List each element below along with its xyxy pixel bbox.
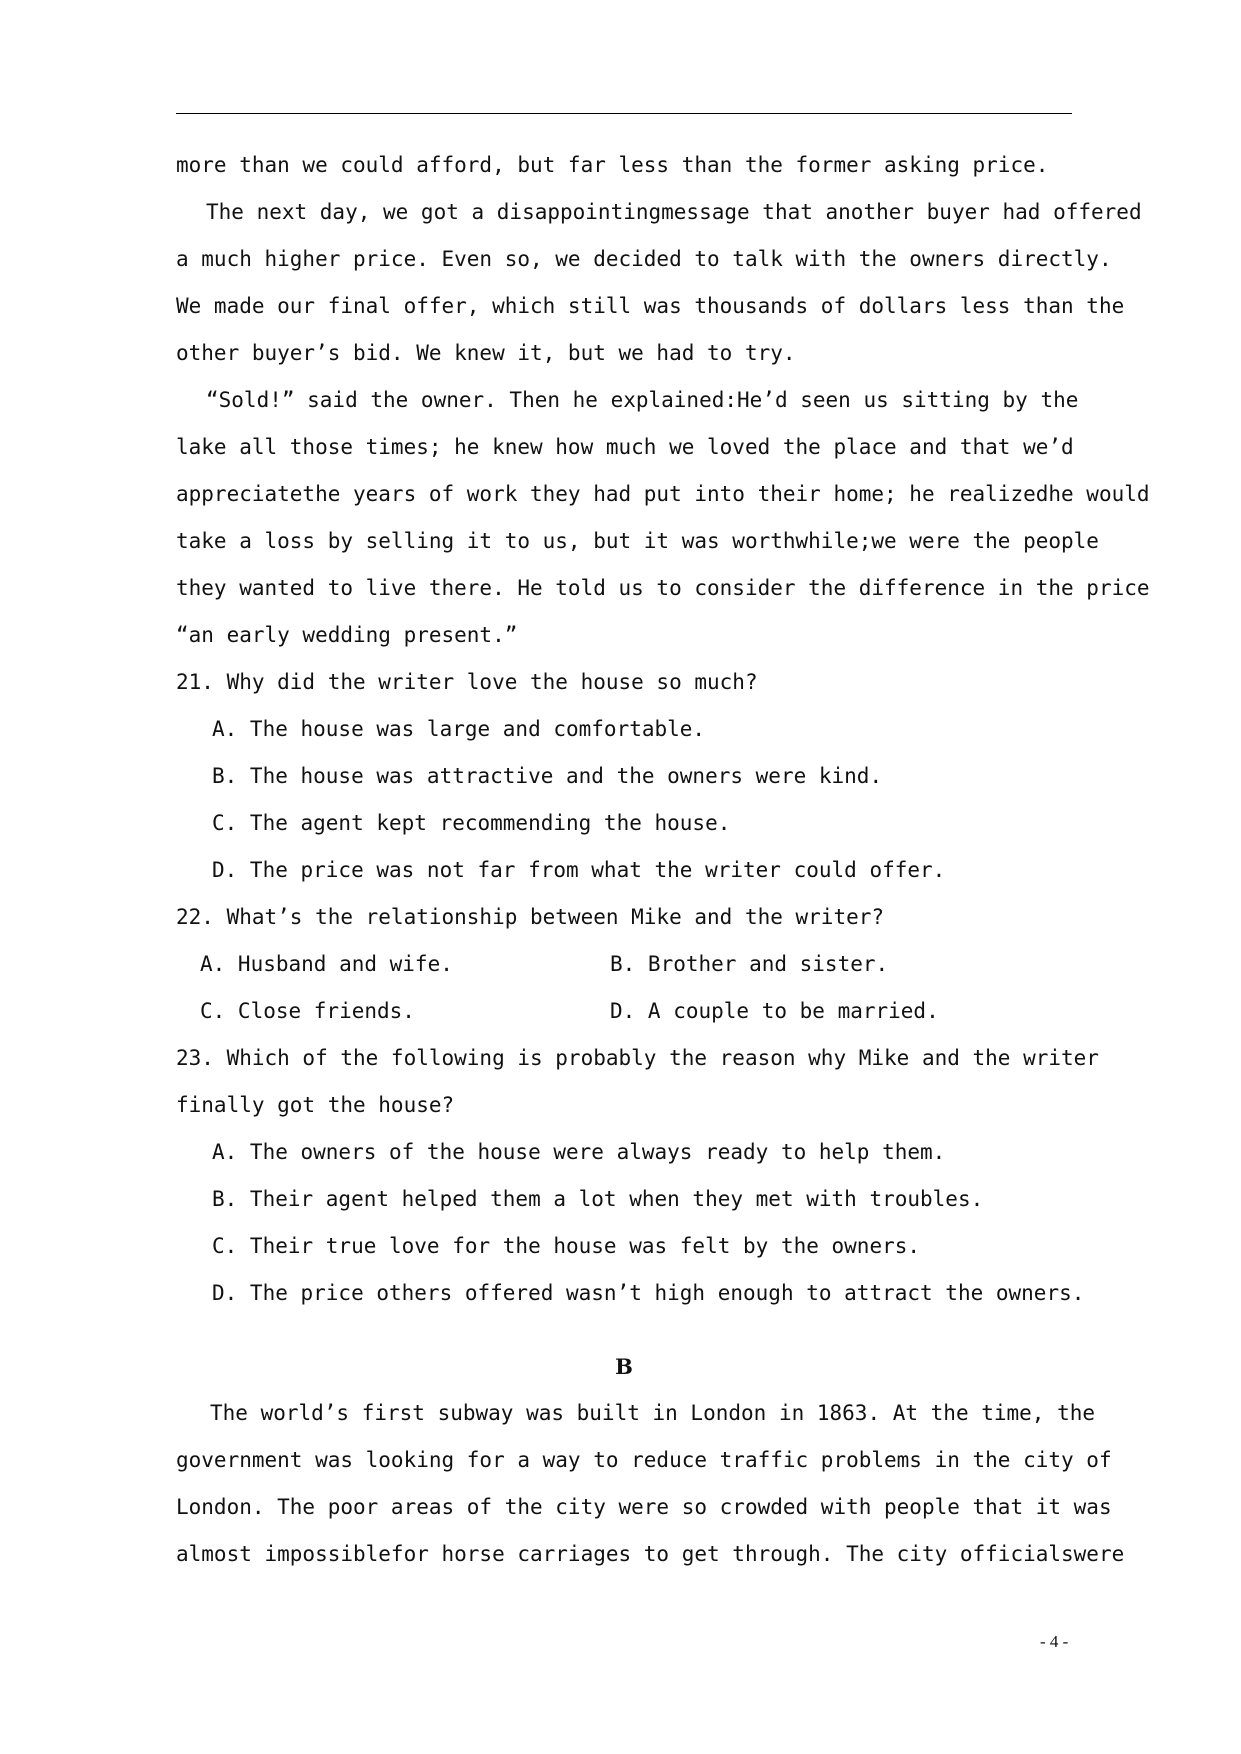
answer-option: A. The owners of the house were always ready to help them. [212, 1140, 946, 1164]
passage-line: they wanted to live there. He told us to consider the difference in the price [176, 576, 1150, 600]
answer-option-row [176, 988, 1076, 1035]
passage-line: other buyer’s bid. We knew it, but we had to try. [176, 341, 796, 365]
passage-line: The world’s first subway was built in London in 1863. At the time, the [210, 1401, 1096, 1425]
answer-option: D. A couple to be married. [610, 999, 939, 1023]
page-number: - 4 - [1040, 1632, 1069, 1651]
answer-option: D. The price was not far from what the writer could offer. [212, 858, 946, 882]
question-stem: 23. Which of the following is probably the reason why Mike and the writer [176, 1046, 1099, 1070]
passage-line: “Sold!” said the owner. Then he explained:He’d seen us sitting by the [206, 388, 1079, 412]
question-stem: 21. Why did the writer love the house so much? [176, 670, 758, 694]
passage-line: appreciatethe years of work they had put into their home; he realizedhe would [176, 482, 1150, 506]
answer-option: C. Close friends. [200, 999, 415, 1023]
question-stem: 22. What’s the relationship between Mike and the writer? [176, 905, 885, 929]
section-gap [176, 1317, 1076, 1343]
answer-option: B. The house was attractive and the owners were kind. [212, 764, 883, 788]
answer-option: B. Brother and sister. [610, 952, 889, 976]
page-body [176, 142, 1150, 1578]
passage-line: government was looking for a way to reduce traffic problems in the city of [176, 1448, 1112, 1472]
answer-option: D. The price others offered wasn’t high enough to attract the owners. [212, 1281, 1085, 1305]
passage-line: lake all those times; he knew how much we loved the place and that we’d [176, 435, 1074, 459]
passage-line: London. The poor areas of the city were so crowded with people that it was [176, 1495, 1112, 1519]
passage-line: a much higher price. Even so, we decided to talk with the owners directly. [176, 247, 1112, 271]
header-rule [176, 113, 1072, 114]
passage-line: We made our final offer, which still was thousands of dollars less than the [176, 294, 1125, 318]
answer-option: B. Their agent helped them a lot when they met with troubles. [212, 1187, 984, 1211]
answer-option: A. The house was large and comfortable. [212, 717, 706, 741]
passage-line: take a loss by selling it to us, but it was worthwhile;we were the people [176, 529, 1099, 553]
passage-line: almost impossiblefor horse carriages to get through. The city officialswere [176, 1542, 1125, 1566]
passage-line: The next day, we got a disappointingmessage that another buyer had offered [206, 200, 1142, 224]
answer-option: A. Husband and wife. [200, 952, 453, 976]
section-heading: B [615, 1354, 633, 1379]
answer-option: C. The agent kept recommending the house. [212, 811, 731, 835]
answer-option-row [176, 941, 1076, 988]
answer-option: C. Their true love for the house was felt by the owners. [212, 1234, 921, 1258]
passage-line: “an early wedding present.” [176, 623, 518, 647]
question-stem: finally got the house? [176, 1093, 455, 1117]
passage-line: more than we could afford, but far less than the former asking price. [176, 153, 1049, 177]
